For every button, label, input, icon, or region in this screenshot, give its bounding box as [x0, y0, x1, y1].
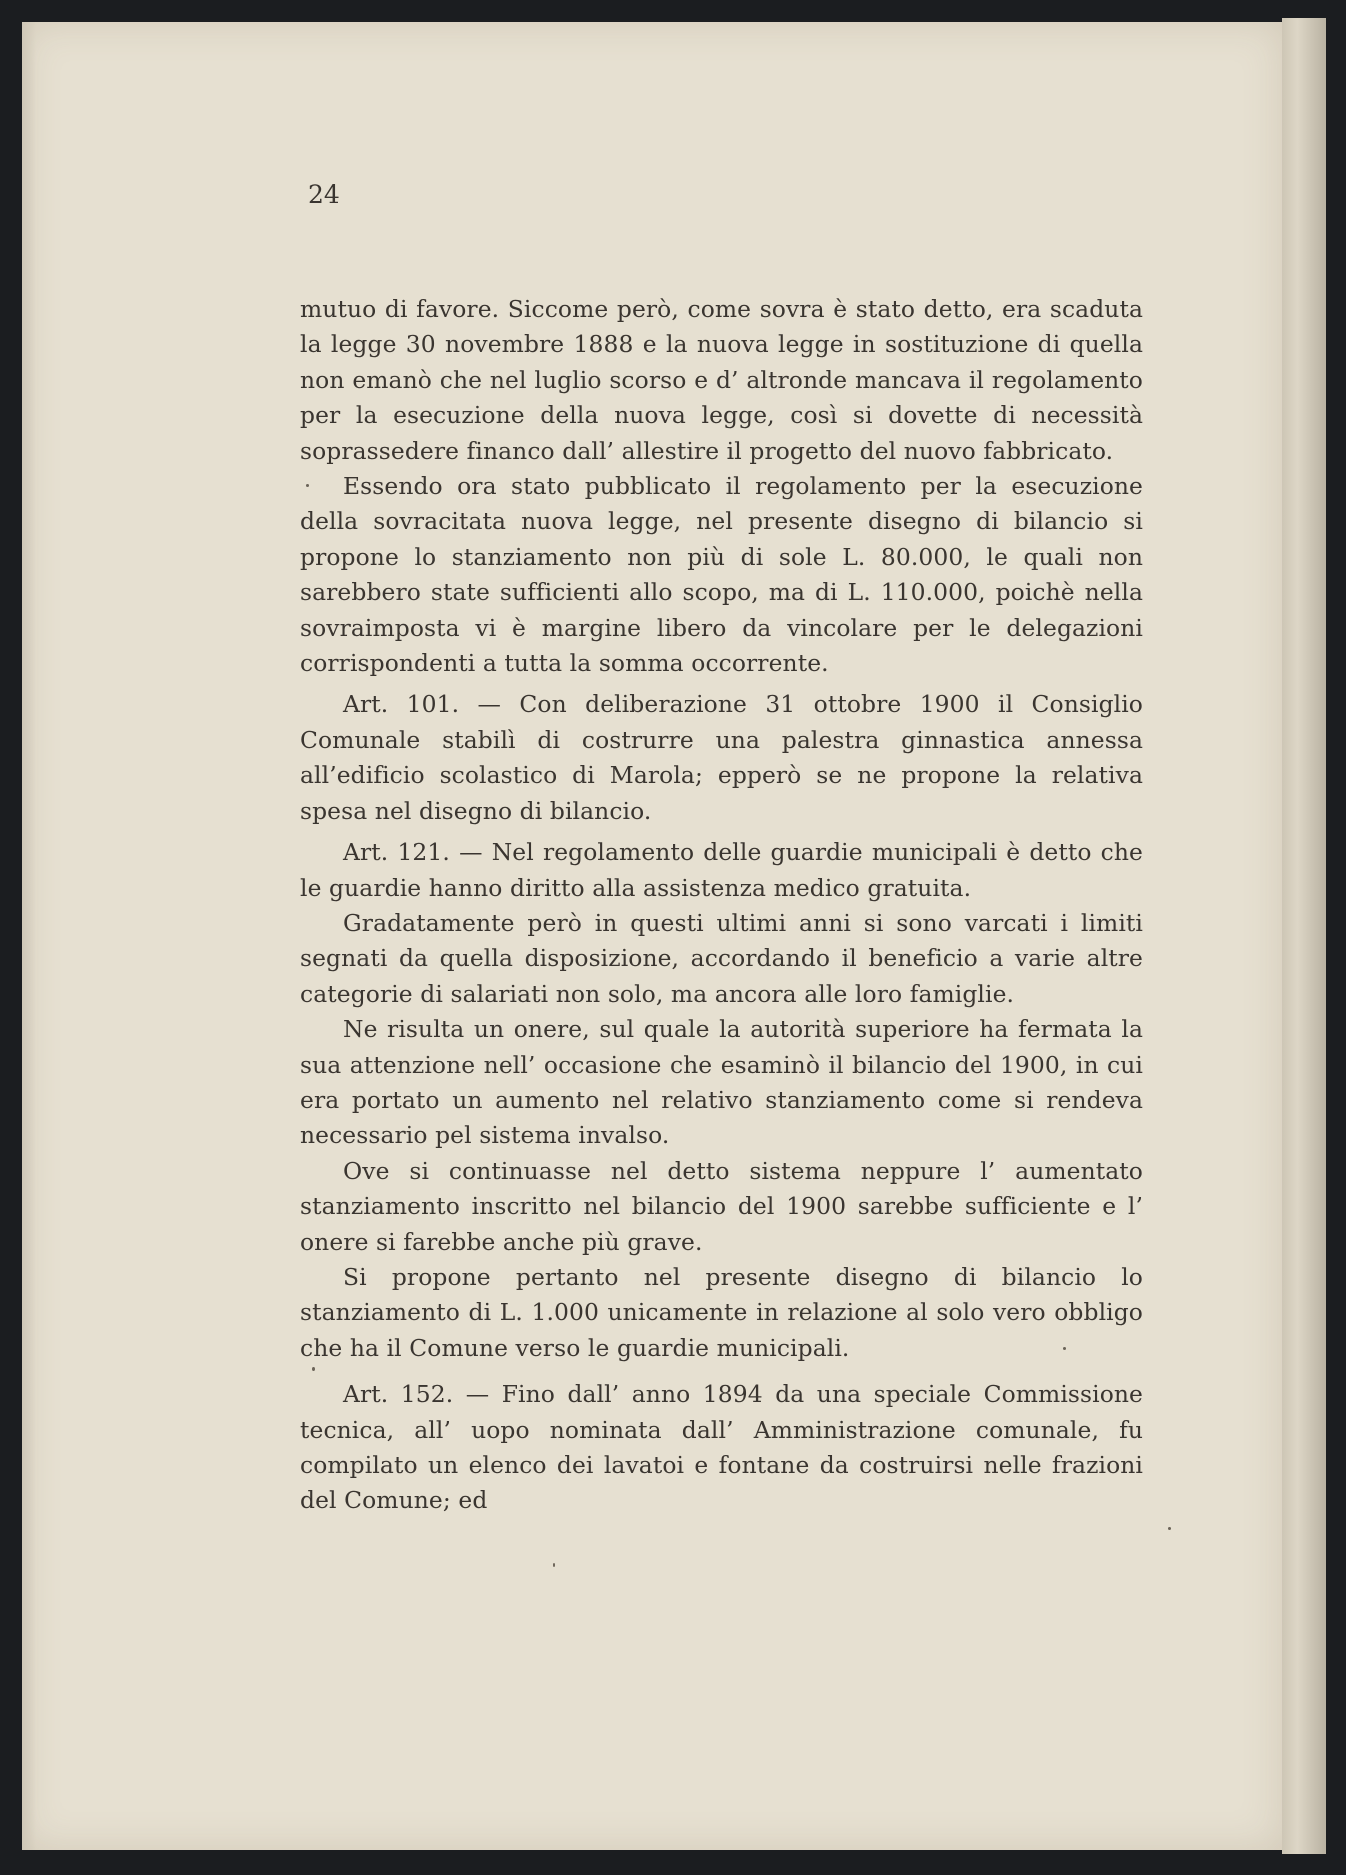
body-text [300, 292, 1143, 1519]
paragraph-sistema: Ove si continuasse nel detto sistema neppure l’ aumentato stanziamento inscritto nel bilancio del 1900 sarebbe sufficiente e l’ onere si farebbe anche più grave. [300, 1156, 1143, 1256]
paragraph-art-121: Art. 121. — Nel regolamento delle guardie municipali è detto che le guardie hanno diritto alla assistenza medico gratuita. [300, 838, 1143, 902]
paragraph-onere: Ne risulta un onere, sul quale la autorità superiore ha fermata la sua attenzione nell’ occasione che esaminò il bilancio del 1900, in cui era portato un aumento nel relativo stanziamento come si rendeva necessario pel sistema invalso. [300, 1015, 1143, 1150]
paper-speck [1168, 1527, 1171, 1530]
page-number: 24 [308, 180, 340, 209]
page-gutter-shadow [22, 22, 36, 1850]
page-edge-strip [1282, 18, 1326, 1854]
paragraph-art-152: Art. 152. — Fino dall’ anno 1894 da una speciale Commissione tecnica, all’ uopo nominata dall’ Amministrazione comunale, fu compilato un elenco dei lavatoi e fontane da costruirsi nelle frazioni del Comune; ed [300, 1380, 1143, 1515]
paper-speck [312, 1367, 315, 1371]
paper-speck [553, 1563, 555, 1567]
paragraph-regolamento: Essendo ora stato pubblicato il regolamento per la esecuzione della sovracitata nuova legge, nel presente disegno di bilancio si propone lo stanziamento non più di sole L. 80.000, le quali non sarebbero state sufficienti allo scopo, ma di L. 110.000, poichè nella sovraimposta vi è margine libero da vincolare per le delegazioni corrispondenti a tutta la somma occorrente. [300, 472, 1143, 678]
paragraph-stanziamento: Si propone pertanto nel presente disegno di bilancio lo stanziamento di L. 1.000 unicamente in relazione al solo vero obbligo che ha il Comune verso le guardie municipali. [300, 1262, 1143, 1362]
paper-speck [1063, 1347, 1066, 1350]
paragraph-gradatamente: Gradatamente però in questi ultimi anni si sono varcati i limiti segnati da quella disposizione, accordando il beneficio a varie altre categorie di salariati non solo, ma ancora alle loro famiglie. [300, 908, 1143, 1008]
paragraph-continuation: mutuo di favore. Siccome però, come sovra è stato detto, era scaduta la legge 30 novembre 1888 e la nuova legge in sostituzione di quella non emanò che nel luglio scorso e d’ altronde mancava il regolamento per la esecuzione della nuova legge, così si dovette di necessità soprassedere financo dall’ allestire il progetto del nuovo fabbricato. [300, 295, 1143, 465]
paper-speck [306, 484, 309, 487]
paragraph-art-101: Art. 101. — Con deliberazione 31 ottobre 1900 il Consiglio Comunale stabilì di costrurre una palestra ginnastica annessa all’edificio scolastico di Marola; epperò se ne propone la relativa spesa nel disegno di bilancio. [300, 690, 1143, 825]
